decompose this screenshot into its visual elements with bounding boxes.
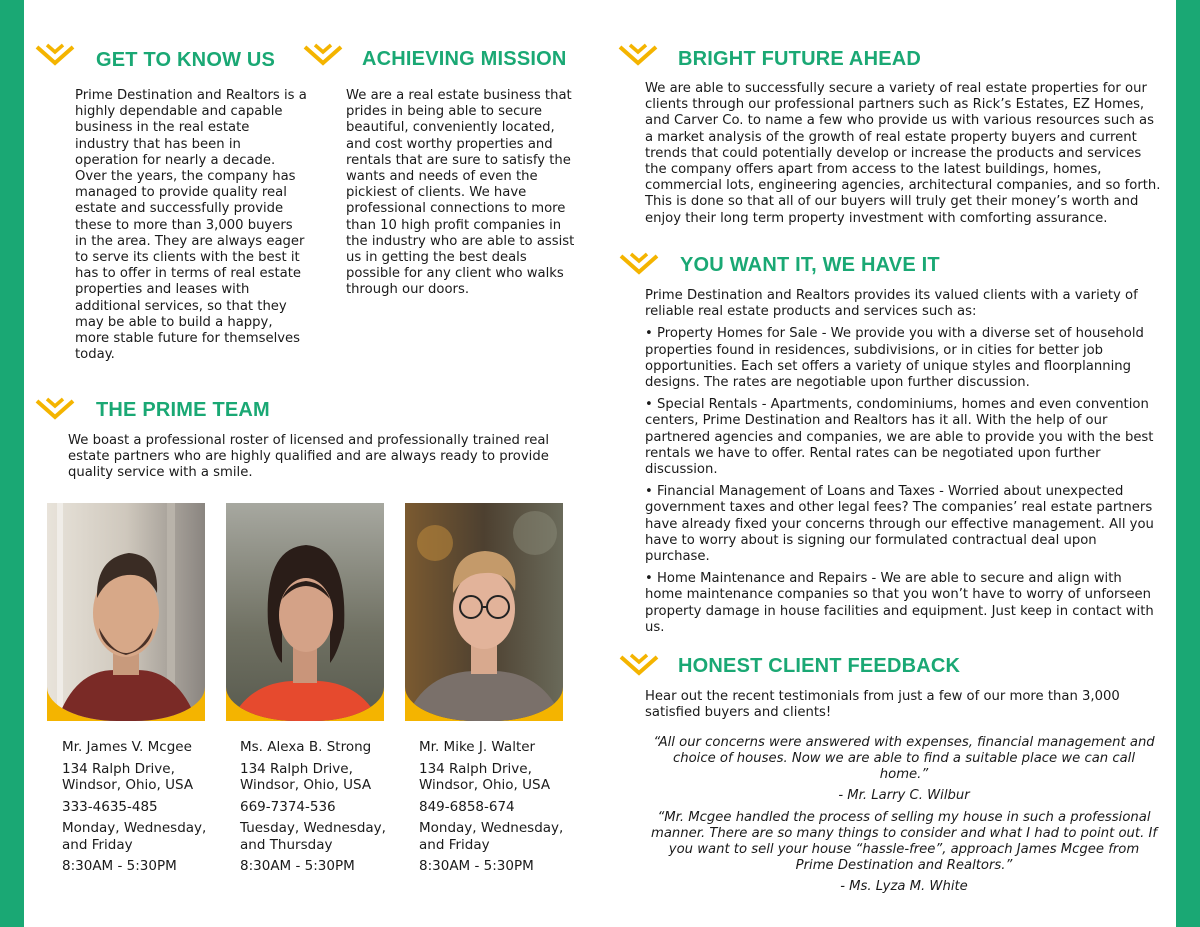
member-phone: 669-7374-536 bbox=[240, 798, 336, 815]
member-name: Mr. James V. Mcgee bbox=[62, 739, 192, 755]
double-chevron-down-icon bbox=[35, 43, 75, 69]
service-bullet: • Financial Management of Loans and Taxes - Worried about unexpected government taxes and other legal fees? The companies’ real estate partners have already fixed your concerns through our effective management. All you have to worry about is signing our formulated contractual deal upon purchase. bbox=[645, 484, 1154, 565]
member-days: Monday, Wednesday, and Friday bbox=[62, 820, 207, 853]
team-member-card bbox=[240, 739, 405, 880]
member-address: 134 Ralph Drive, Windsor, Ohio, USA bbox=[62, 760, 194, 793]
heading-you-want-it: YOU WANT IT, WE HAVE IT bbox=[680, 254, 940, 276]
member-name: Mr. Mike J. Walter bbox=[419, 739, 536, 755]
member-hours: 8:30AM - 5:30PM bbox=[240, 858, 355, 874]
double-chevron-down-icon bbox=[619, 252, 659, 278]
team-photo-mike bbox=[405, 503, 563, 721]
member-address: 134 Ralph Drive, Windsor, Ohio, USA bbox=[240, 760, 372, 793]
team-photo-james bbox=[47, 503, 205, 721]
testimonial-quote: “Mr. Mcgee handled the process of selling my house in such a professional manner. There are so many things to consider and what I had to point out. If you want to sell your house “hassle-free”, approach James Mcgee from Prime Destination and Realtors.” bbox=[651, 809, 1157, 874]
team-member-card bbox=[419, 739, 584, 880]
you-want-it-content bbox=[645, 288, 1163, 642]
service-bullet: • Property Homes for Sale - We provide you with a diverse set of household properties found in residences, subdivisions, or in cities for better job opportunities. Each set offers a variety of unique styles and floorplanning designs. The rates are negotiable upon further discussion. bbox=[645, 326, 1144, 391]
member-phone: 333-4635-485 bbox=[62, 798, 158, 815]
testimonial-author: - Mr. Larry C. Wilbur bbox=[838, 787, 970, 803]
heading-client-feedback: HONEST CLIENT FEEDBACK bbox=[678, 655, 961, 677]
member-days: Tuesday, Wednesday, and Thursday bbox=[240, 820, 386, 853]
member-hours: 8:30AM - 5:30PM bbox=[62, 858, 177, 874]
service-bullet: • Special Rentals - Apartments, condominiums, homes and even convention centers, Prime Destination and Realtors has it all. With the help of our partnered agencies and companies, we are able to provide you with the best rentals we have to offer. Rental rates can be negotiated upon further discussion. bbox=[645, 397, 1154, 478]
member-name: Ms. Alexa B. Strong bbox=[240, 739, 372, 755]
member-address: 134 Ralph Drive, Windsor, Ohio, USA bbox=[419, 760, 551, 793]
heading-bright-future: BRIGHT FUTURE AHEAD bbox=[678, 48, 922, 70]
get-to-know-us-text: Prime Destination and Realtors is a highly dependable and capable business in the real estate industry that has been in operation for nearly a decade. Over the years, the company has managed to provide quality real estate and successfully provide these to more than 3,000 buyers in the area. They are always eager to serve its clients with the best it has to offer in terms of real estate properties and leases with additional services, so that they may be able to build a happy, more stable future for themselves today. bbox=[75, 88, 307, 363]
double-chevron-down-icon bbox=[35, 397, 75, 423]
testimonials bbox=[650, 735, 1158, 901]
heading-prime-team: THE PRIME TEAM bbox=[96, 399, 270, 421]
double-chevron-down-icon bbox=[618, 43, 658, 69]
feedback-intro: Hear out the recent testimonials from just a few of our more than 3,000 satisfied buyers and clients! bbox=[645, 689, 1120, 721]
right-green-band bbox=[1176, 0, 1200, 927]
left-green-band bbox=[0, 0, 24, 927]
team-member-card bbox=[62, 739, 227, 880]
double-chevron-down-icon bbox=[303, 43, 343, 69]
prime-team-text: We boast a professional roster of licensed and professionally trained real estate partners who are highly qualified and are always ready to provide quality service with a smile. bbox=[68, 433, 550, 481]
bright-future-text: We are able to successfully secure a variety of real estate properties for our clients through our professional partners such as Rick’s Estates, EZ Homes, and Carver Co. to name a few who provide us with various resources such as a market analysis of the growth of real estate property buyers and current trends that could potentially develop or increase the products and services the company offers apart from access to the latest buildings, homes, commercial lots, engineering agencies, architectural companies, and so forth. This is done so that all of our buyers will truly get their money’s worth and enjoy their long term property investment with comforting assurance. bbox=[645, 81, 1161, 226]
team-photo-alexa bbox=[226, 503, 384, 721]
heading-get-to-know-us: GET TO KNOW US bbox=[96, 49, 276, 71]
member-phone: 849-6858-674 bbox=[419, 798, 515, 815]
heading-achieving-mission: ACHIEVING MISSION bbox=[362, 48, 567, 70]
service-bullet: • Home Maintenance and Repairs - We are able to secure and align with home maintenance companies so that you won’t have to worry of unforseen property damage in house facilities and equipment. Just keep in contact with us. bbox=[645, 571, 1154, 635]
achieving-mission-text: We are a real estate business that prides in being able to secure beautiful, conveniently located, and cost worthy properties and rentals that are sure to satisfy the wants and needs of even the pickiest of clients. We have professional connections to more than 10 high profit companies in the industry who are able to assist us in getting the best deals possible for any client who walks through our doors. bbox=[346, 88, 575, 298]
member-hours: 8:30AM - 5:30PM bbox=[419, 858, 534, 874]
member-days: Monday, Wednesday, and Friday bbox=[419, 820, 564, 853]
testimonial-author: - Ms. Lyza M. White bbox=[840, 878, 968, 894]
testimonial-quote: “All our concerns were answered with expenses, financial management and choice of houses. Now we are able to find a suitable place we can call home.” bbox=[653, 735, 1155, 783]
double-chevron-down-icon bbox=[619, 653, 659, 679]
you-want-it-intro: Prime Destination and Realtors provides its valued clients with a variety of reliable real estate products and services such as: bbox=[645, 288, 1138, 320]
